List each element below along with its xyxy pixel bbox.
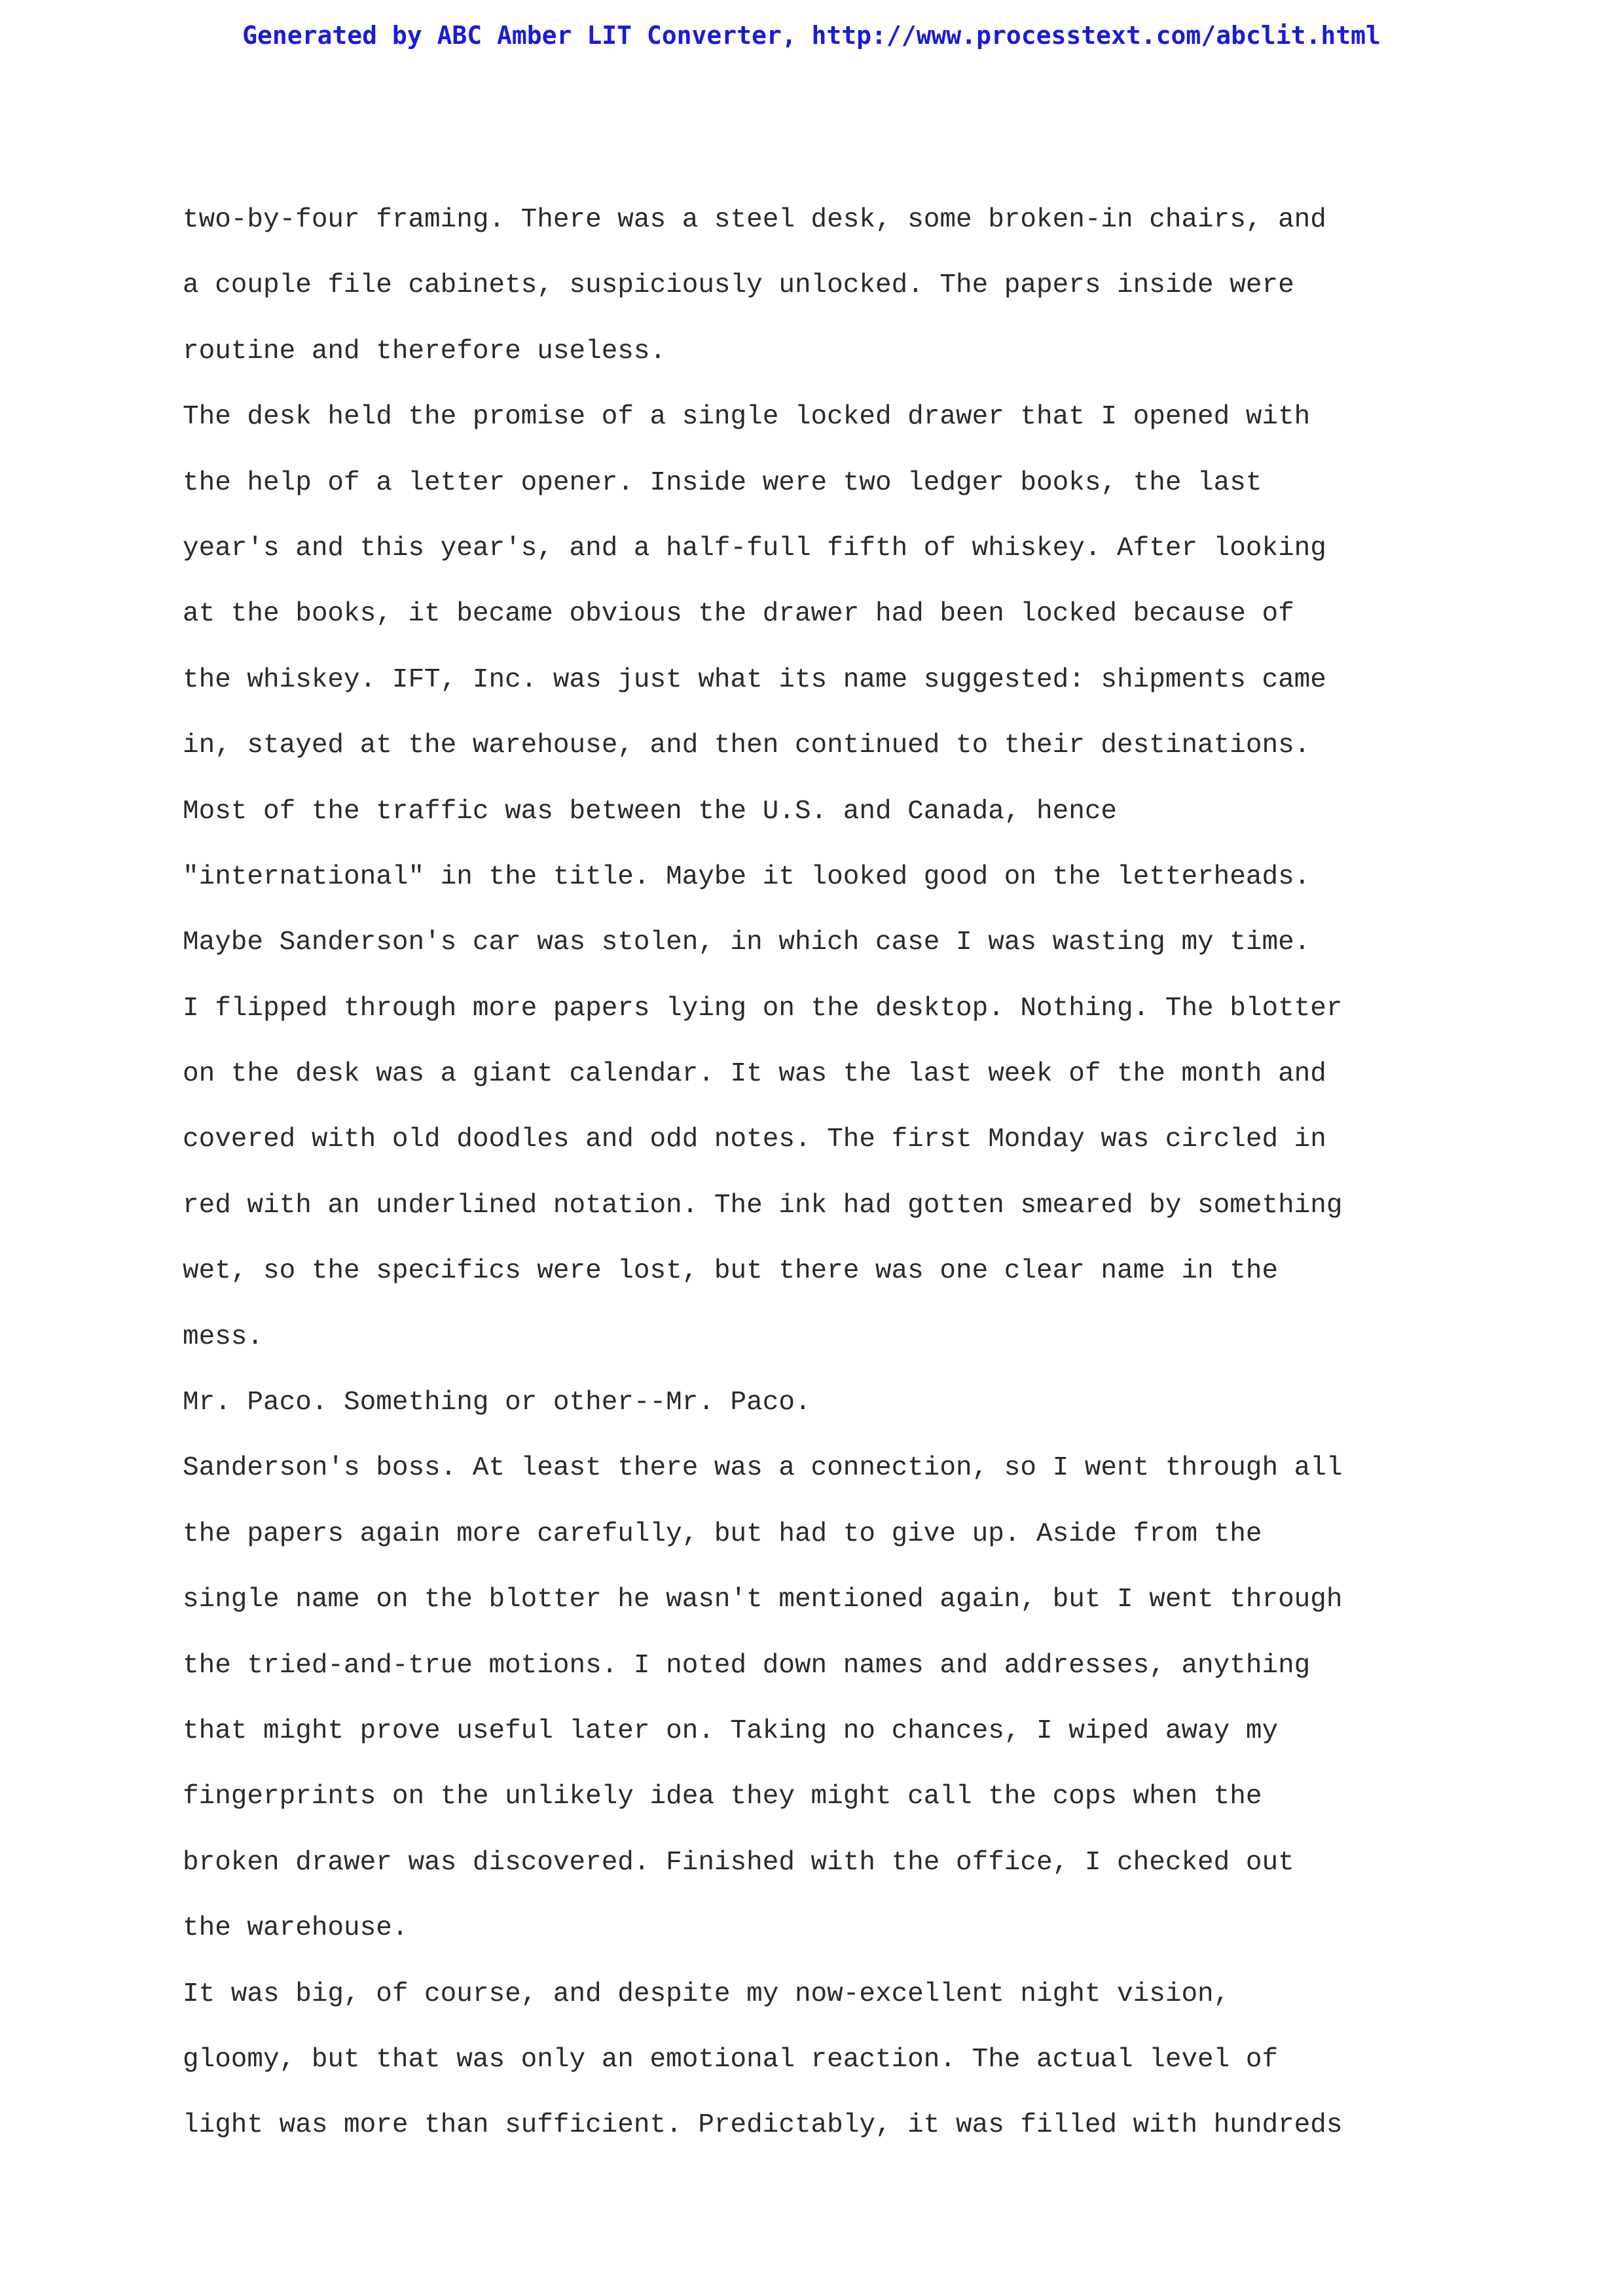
- text-line: Most of the traffic was between the U.S. and Canada, hence: [183, 796, 1118, 827]
- text-line: wet, so the specifics were lost, but there was one clear name in the: [183, 1256, 1279, 1287]
- text-line: on the desk was a giant calendar. It was the last week of the month and: [183, 1059, 1326, 1090]
- text-line: Sanderson's boss. At least there was a connection, so I went through all: [183, 1453, 1343, 1484]
- text-line: I flipped through more papers lying on the desktop. Nothing. The blotter: [183, 993, 1343, 1024]
- text-line: broken drawer was discovered. Finished with the office, I checked out: [183, 1847, 1294, 1878]
- text-line: gloomy, but that was only an emotional reaction. The actual level of: [183, 2044, 1279, 2075]
- text-line: mess.: [183, 1321, 264, 1352]
- text-line: fingerprints on the unlikely idea they might call the cops when the: [183, 1782, 1262, 1812]
- text-line: the help of a letter opener. Inside were two ledger books, the last: [183, 467, 1262, 498]
- text-line: routine and therefore useless.: [183, 336, 666, 367]
- text-line: single name on the blotter he wasn't mentioned again, but I went through: [183, 1585, 1343, 1615]
- text-line: two-by-four framing. There was a steel desk, some broken-in chairs, and: [183, 205, 1326, 235]
- text-line: the tried-and-true motions. I noted down names and addresses, anything: [183, 1650, 1311, 1681]
- text-line: light was more than sufficient. Predictably, it was filled with hundreds: [183, 2110, 1343, 2141]
- text-line: the papers again more carefully, but had to give up. Aside from the: [183, 1518, 1262, 1549]
- text-line: in, stayed at the warehouse, and then continued to their destinations.: [183, 730, 1311, 761]
- document-body: [183, 187, 1571, 2159]
- text-line: "international" in the title. Maybe it looked good on the letterheads.: [183, 861, 1311, 892]
- text-line: The desk held the promise of a single locked drawer that I opened with: [183, 402, 1311, 433]
- text-line: year's and this year's, and a half-full fifth of whiskey. After looking: [183, 533, 1326, 564]
- converter-header: Generated by ABC Amber LIT Converter, http://www.processtext.com/abclit.html: [242, 21, 1381, 50]
- text-line: Mr. Paco. Something or other--Mr. Paco.: [183, 1388, 811, 1418]
- text-line: red with an underlined notation. The ink had gotten smeared by something: [183, 1190, 1343, 1221]
- text-line: Maybe Sanderson's car was stolen, in which case I was wasting my time.: [183, 927, 1311, 958]
- text-line: It was big, of course, and despite my now-excellent night vision,: [183, 1979, 1230, 2009]
- text-line: that might prove useful later on. Taking no chances, I wiped away my: [183, 1715, 1279, 1746]
- text-line: a couple file cabinets, suspiciously unlocked. The papers inside were: [183, 270, 1294, 301]
- text-line: the whiskey. IFT, Inc. was just what its name suggested: shipments came: [183, 664, 1326, 695]
- text-line: covered with old doodles and odd notes. The first Monday was circled in: [183, 1124, 1326, 1155]
- text-line: at the books, it became obvious the drawer had been locked because of: [183, 599, 1294, 630]
- text-line: the warehouse.: [183, 1913, 409, 1944]
